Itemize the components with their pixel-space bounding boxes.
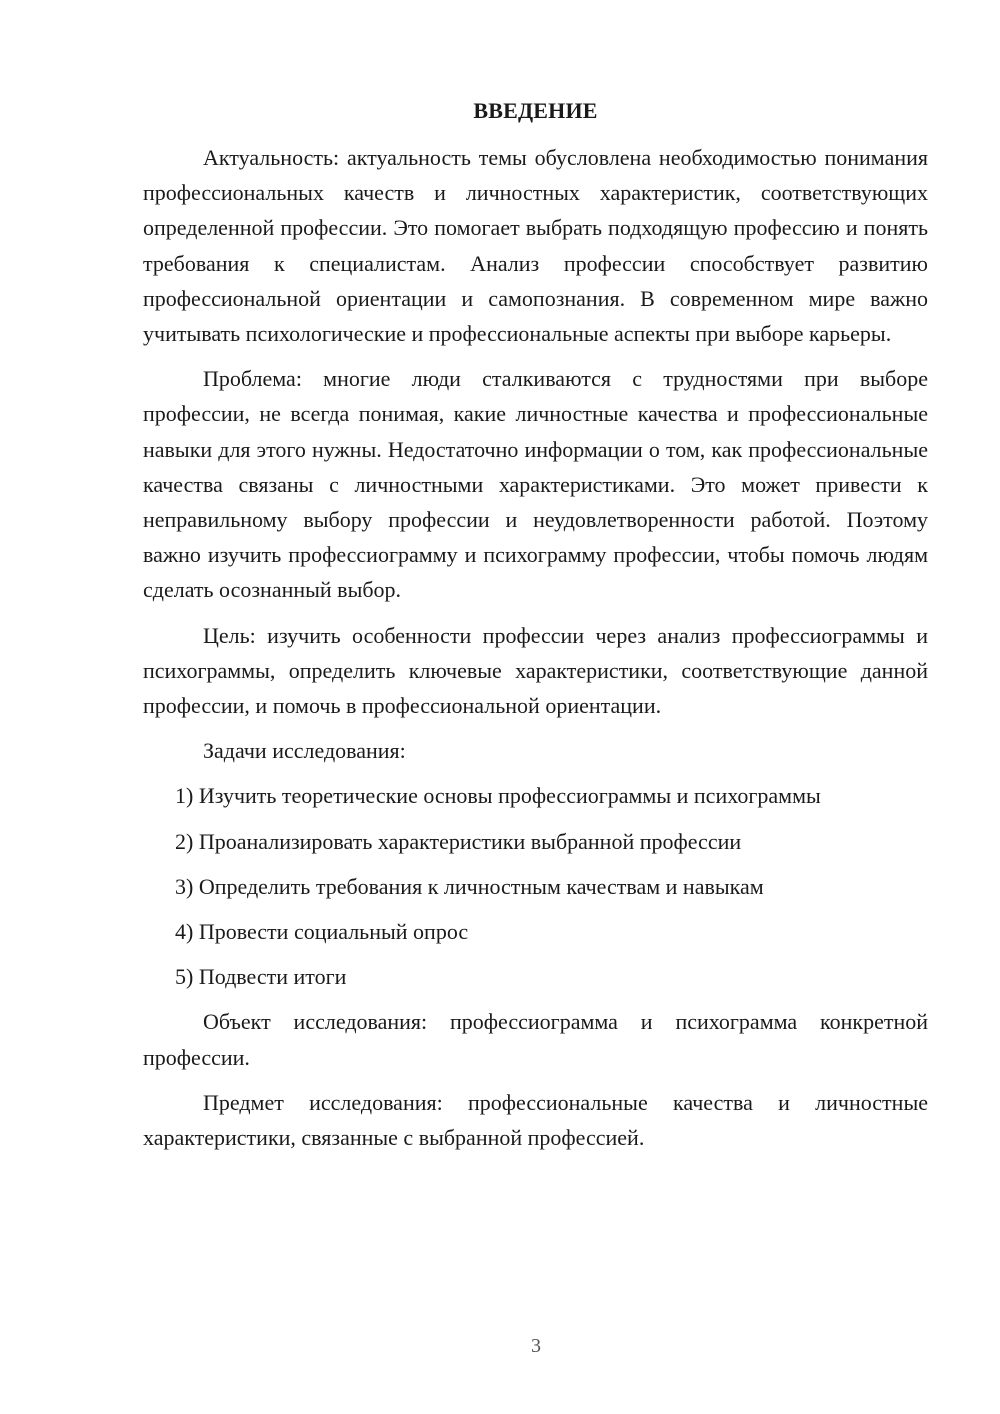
- page-content: [143, 96, 928, 1165]
- task-item: 3) Определить требования к личностным качествам и навыкам: [175, 873, 764, 899]
- paragraph-subject: Предмет исследования: профессиональные качества и личностные характеристики, связанные с выбранной профессией.: [143, 1089, 928, 1151]
- page-number: 3: [531, 1335, 541, 1357]
- tasks-list: [143, 778, 928, 994]
- paragraph-goal: Цель: изучить особенности профессии через анализ профессиограммы и психограммы, определить ключевые характеристики, соответствующие данной профессии, и помочь в профессиональной ориентации.: [143, 622, 928, 719]
- section-title: ВВЕДЕНИЕ: [473, 98, 598, 123]
- paragraph-object: Объект исследования: профессиограмма и психограмма конкретной профессии.: [143, 1009, 928, 1070]
- paragraph-problem: Проблема: многие люди сталкиваются с трудностями при выборе профессии, не всегда понимая, какие личностные качества и профессиональные навыки для этого нужны. Недостаточно информации о том, как профессиональные качества связаны с личностными характеристиками. Это может привести к неправильному выбору профессии и неудовлетворенности работой. Поэтому важно изучить профессиограмму и психограмму профессии, чтобы помочь людям сделать осознанный выбор.: [143, 366, 928, 603]
- tasks-heading: Задачи исследования:: [203, 738, 406, 764]
- paragraph-relevance: Актуальность: актуальность темы обусловлена необходимостью понимания профессиональных качеств и личностных характеристик, соответствующих определенной профессии. Это помогает выбрать подходящую профессию и понять требования к специалистам. Анализ профессии способствует развитию профессиональной ориентации и самопознания. В современном мире важно учитывать психологические и профессиональные аспекты при выборе карьеры.: [143, 145, 928, 347]
- task-item: 2) Проанализировать характеристики выбранной профессии: [175, 828, 742, 854]
- task-item: 5) Подвести итоги: [175, 964, 347, 990]
- task-item: 1) Изучить теоретические основы профессиограммы и психограммы: [175, 783, 821, 809]
- task-item: 4) Провести социальный опрос: [175, 919, 469, 945]
